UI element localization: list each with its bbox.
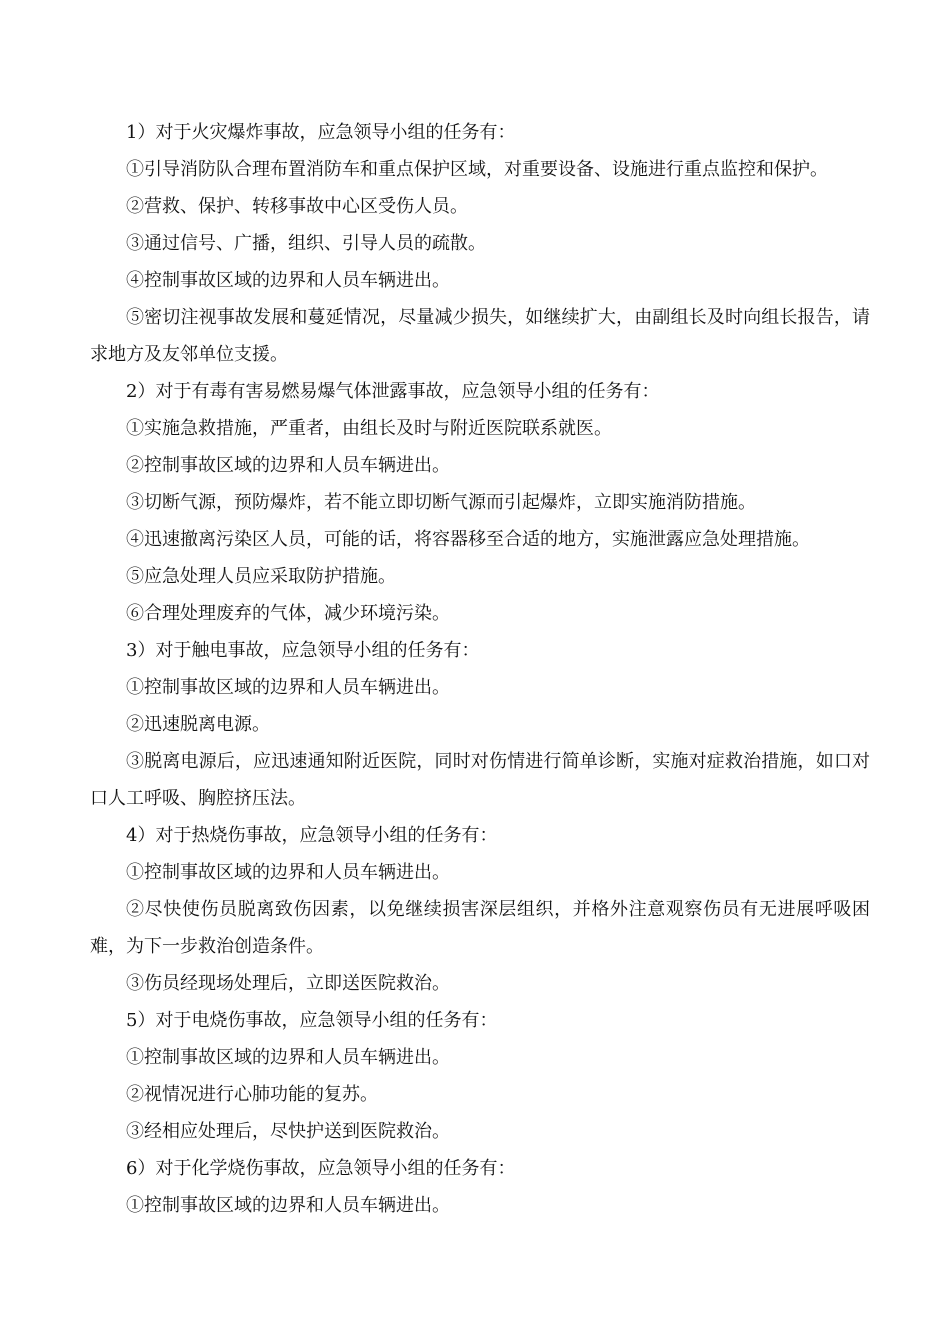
electric-burn-task-3: ③经相应处理后，尽快护送到医院救治。 [126,1121,450,1142]
gas-task-5: ⑤应急处理人员应采取防护措施。 [126,566,396,587]
heading-electric-shock: 3）对于触电事故，应急领导小组的任务有： [126,640,480,661]
thermal-task-3: ③伤员经现场处理后，立即送医院救治。 [126,973,450,994]
heading-gas-leak: 2）对于有毒有害易燃易爆气体泄露事故，应急领导小组的任务有： [126,381,660,402]
heading-chemical-burn: 6）对于化学烧伤事故，应急领导小组的任务有： [126,1158,516,1179]
heading-electric-burn: 5）对于电烧伤事故，应急领导小组的任务有： [126,1010,498,1031]
electric-burn-task-2: ②视情况进行心肺功能的复苏。 [126,1084,378,1105]
thermal-task-1: ①控制事故区域的边界和人员车辆进出。 [126,862,450,883]
gas-task-3: ③切断气源，预防爆炸，若不能立即切断气源而引起爆炸，立即实施消防措施。 [126,492,756,513]
fire-task-4: ④控制事故区域的边界和人员车辆进出。 [126,270,450,291]
fire-task-1: ①引导消防队合理布置消防车和重点保护区域，对重要设备、设施进行重点监控和保护。 [126,159,828,180]
electric-burn-task-1: ①控制事故区域的边界和人员车辆进出。 [126,1047,450,1068]
shock-task-3: ③脱离电源后，应迅速通知附近医院，同时对伤情进行简单诊断，实施对症救治措施，如口对口人工呼吸、胸腔挤压法。 [90,751,870,809]
thermal-task-2: ②尽快使伤员脱离致伤因素，以免继续损害深层组织，并格外注意观察伤员有无进展呼吸困难，为下一步救治创造条件。 [90,899,870,957]
shock-task-2: ②迅速脱离电源。 [126,714,270,735]
heading-thermal-burn: 4）对于热烧伤事故，应急领导小组的任务有： [126,825,498,846]
shock-task-1: ①控制事故区域的边界和人员车辆进出。 [126,677,450,698]
gas-task-1: ①实施急救措施，严重者，由组长及时与附近医院联系就医。 [126,418,612,439]
fire-task-3: ③通过信号、广播，组织、引导人员的疏散。 [126,233,486,254]
gas-task-2: ②控制事故区域的边界和人员车辆进出。 [126,455,450,476]
gas-task-4: ④迅速撤离污染区人员，可能的话，将容器移至合适的地方，实施泄露应急处理措施。 [126,529,810,550]
heading-fire-explosion: 1）对于火灾爆炸事故，应急领导小组的任务有： [126,122,516,143]
chemical-task-1: ①控制事故区域的边界和人员车辆进出。 [126,1195,450,1216]
document-page [90,114,870,1224]
fire-task-2: ②营救、保护、转移事故中心区受伤人员。 [126,196,468,217]
gas-task-6: ⑥合理处理废弃的气体，减少环境污染。 [126,603,450,624]
fire-task-5: ⑤密切注视事故发展和蔓延情况，尽量减少损失，如继续扩大，由副组长及时向组长报告，请求地方及友邻单位支援。 [90,307,870,365]
